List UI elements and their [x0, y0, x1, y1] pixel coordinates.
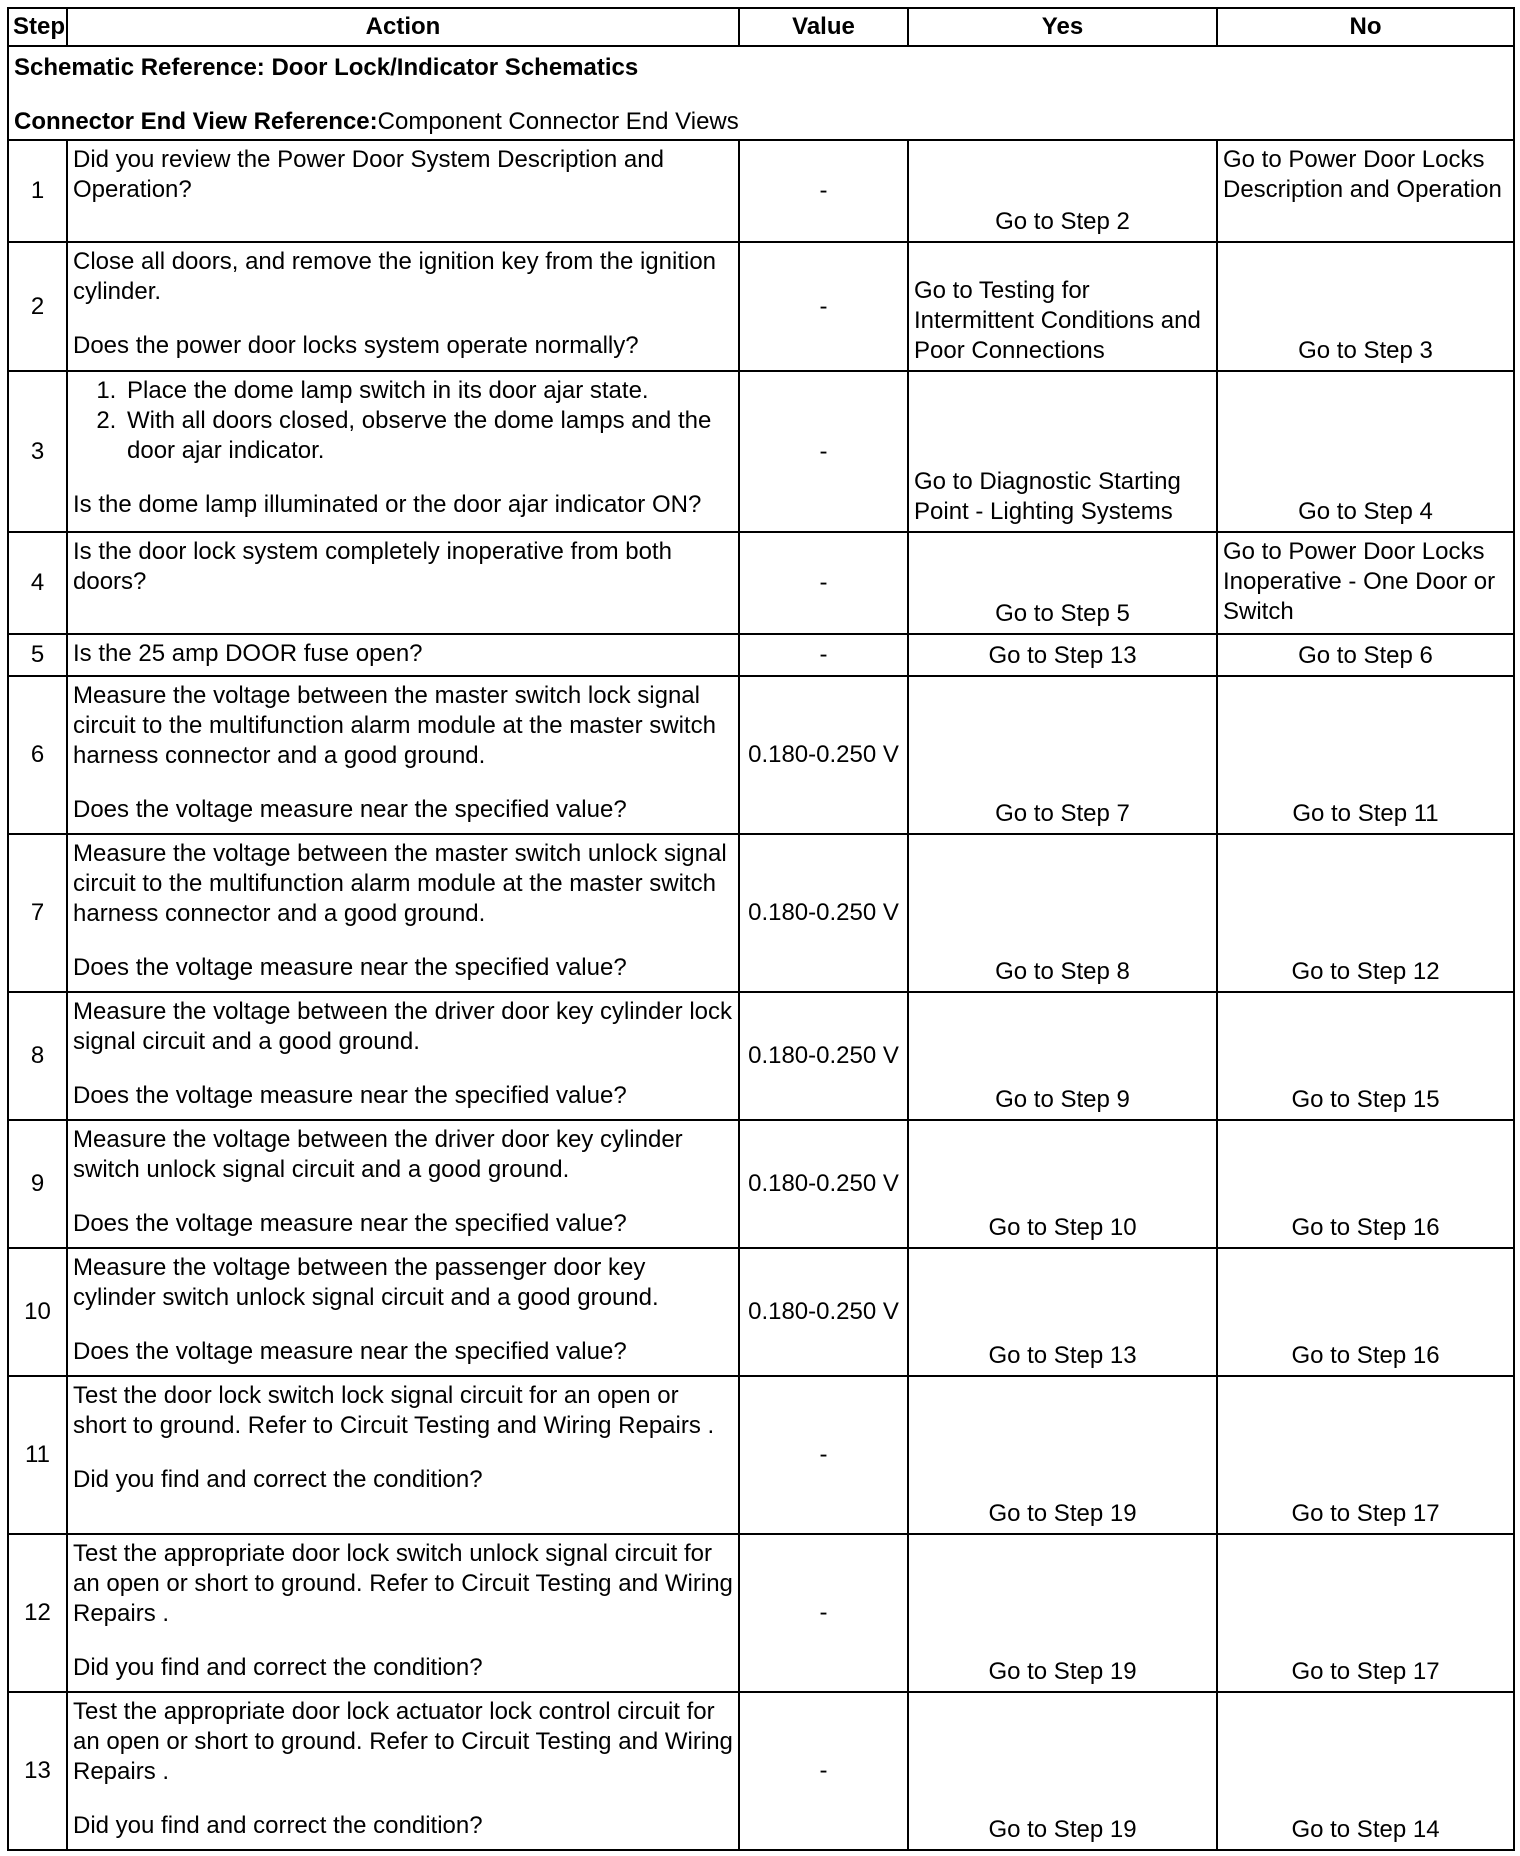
action-text: Test the appropriate door lock switch unlock signal circuit for an open or short to ground. Refer to Circuit Testing and Wiring Repairs .: [73, 1540, 733, 1627]
action-cell: [67, 532, 739, 634]
no-cell: Go to Step 4: [1217, 371, 1514, 532]
action-cell: [67, 371, 739, 532]
step-number: 9: [8, 1120, 67, 1248]
list-item: 2. With all doors closed, observe the dome lamps and the door ajar indicator.: [123, 406, 733, 466]
step-number: 12: [8, 1534, 67, 1692]
no-cell: Go to Step 15: [1217, 992, 1514, 1120]
action-question: Is the dome lamp illuminated or the door ajar indicator ON?: [73, 491, 702, 518]
step-number: 4: [8, 532, 67, 634]
step-number: 2: [8, 242, 67, 371]
action-cell: [67, 1692, 739, 1850]
action-cell: [67, 1120, 739, 1248]
diagnostic-table: [7, 7, 1515, 1851]
value-cell: -: [739, 140, 908, 242]
yes-cell: Go to Step 10: [908, 1120, 1217, 1248]
action-cell: [67, 676, 739, 834]
action-question: Does the power door locks system operate normally?: [73, 332, 639, 359]
step-number: 13: [8, 1692, 67, 1850]
no-cell: Go to Step 12: [1217, 834, 1514, 992]
action-cell: [67, 992, 739, 1120]
action-cell: [67, 140, 739, 242]
step-number: 1: [8, 140, 67, 242]
table-row: [8, 371, 1514, 532]
action-text: Close all doors, and remove the ignition key from the ignition cylinder.: [73, 248, 717, 305]
table-row: [8, 140, 1514, 242]
action-text: Did you review the Power Door System Description and Operation?: [73, 146, 664, 203]
table-row: [8, 532, 1514, 634]
yes-cell: Go to Step 13: [908, 634, 1217, 676]
yes-cell: Go to Step 9: [908, 992, 1217, 1120]
action-question: Does the voltage measure near the specified value?: [73, 1082, 627, 1109]
action-question: Does the voltage measure near the specified value?: [73, 1338, 627, 1365]
value-cell: -: [739, 634, 908, 676]
diagnostic-table-container: [7, 7, 1513, 1851]
no-cell: Go to Step 14: [1217, 1692, 1514, 1850]
reference-cell: [8, 46, 1514, 140]
action-list: [73, 376, 733, 466]
schematic-reference: Schematic Reference: Door Lock/Indicator Schematics: [14, 54, 639, 81]
action-question: Did you find and correct the condition?: [73, 1466, 483, 1493]
connector-reference-label: Connector End View Reference:: [14, 108, 378, 135]
yes-cell: Go to Step 5: [908, 532, 1217, 634]
action-text: Measure the voltage between the master switch unlock signal circuit to the multifunction alarm module at the master switch harness connector and a good ground.: [73, 840, 727, 927]
no-cell: Go to Step 6: [1217, 634, 1514, 676]
action-text: Is the door lock system completely inoperative from both doors?: [73, 538, 672, 595]
no-cell: Go to Step 17: [1217, 1534, 1514, 1692]
value-cell: -: [739, 1376, 908, 1534]
action-cell: [67, 834, 739, 992]
action-text: Measure the voltage between the master switch lock signal circuit to the multifunction alarm module at the master switch harness connector and a good ground.: [73, 682, 716, 769]
yes-cell: Go to Step 2: [908, 140, 1217, 242]
action-cell: [67, 634, 739, 676]
action-text: Test the door lock switch lock signal circuit for an open or short to ground. Refer to Circuit Testing and Wiring Repairs .: [73, 1382, 715, 1439]
table-row: [8, 992, 1514, 1120]
value-cell: -: [739, 242, 908, 371]
header-action: Action: [67, 8, 739, 46]
yes-cell: Go to Step 8: [908, 834, 1217, 992]
step-number: 10: [8, 1248, 67, 1376]
action-question: Did you find and correct the condition?: [73, 1812, 483, 1839]
action-cell: [67, 1534, 739, 1692]
step-number: 8: [8, 992, 67, 1120]
yes-cell: Go to Step 13: [908, 1248, 1217, 1376]
yes-cell: Go to Testing for Intermittent Conditions and Poor Connections: [908, 242, 1217, 371]
table-row: [8, 676, 1514, 834]
value-cell: 0.180-0.250 V: [739, 1120, 908, 1248]
table-row: [8, 1120, 1514, 1248]
reference-row: [8, 46, 1514, 140]
header-step: Step: [8, 8, 67, 46]
value-cell: -: [739, 1692, 908, 1850]
table-row: [8, 1692, 1514, 1850]
yes-cell: Go to Step 19: [908, 1376, 1217, 1534]
yes-cell: Go to Step 19: [908, 1534, 1217, 1692]
action-cell: [67, 1248, 739, 1376]
action-question: Did you find and correct the condition?: [73, 1654, 483, 1681]
yes-cell: Go to Step 7: [908, 676, 1217, 834]
no-cell: Go to Power Door Locks Inoperative - One Door or Switch: [1217, 532, 1514, 634]
header-no: No: [1217, 8, 1514, 46]
no-cell: Go to Step 11: [1217, 676, 1514, 834]
action-question: Does the voltage measure near the specified value?: [73, 954, 627, 981]
action-text: Measure the voltage between the driver door key cylinder lock signal circuit and a good ground.: [73, 998, 733, 1055]
value-cell: -: [739, 532, 908, 634]
value-cell: 0.180-0.250 V: [739, 1248, 908, 1376]
value-cell: 0.180-0.250 V: [739, 992, 908, 1120]
value-cell: 0.180-0.250 V: [739, 676, 908, 834]
step-number: 3: [8, 371, 67, 532]
value-cell: 0.180-0.250 V: [739, 834, 908, 992]
connector-reference: [14, 107, 1508, 137]
table-row: [8, 1248, 1514, 1376]
table-row: [8, 1376, 1514, 1534]
step-number: 5: [8, 634, 67, 676]
yes-cell: Go to Diagnostic Starting Point - Lighting Systems: [908, 371, 1217, 532]
step-number: 7: [8, 834, 67, 992]
table-row: [8, 1534, 1514, 1692]
action-text: Is the 25 amp DOOR fuse open?: [73, 640, 423, 667]
no-cell: Go to Step 17: [1217, 1376, 1514, 1534]
action-cell: [67, 242, 739, 371]
value-cell: -: [739, 1534, 908, 1692]
header-yes: Yes: [908, 8, 1217, 46]
action-text: Test the appropriate door lock actuator lock control circuit for an open or short to ground. Refer to Circuit Testing and Wiring Repairs .: [73, 1698, 733, 1785]
step-number: 6: [8, 676, 67, 834]
action-question: Does the voltage measure near the specified value?: [73, 796, 627, 823]
action-question: Does the voltage measure near the specified value?: [73, 1210, 627, 1237]
header-value: Value: [739, 8, 908, 46]
no-cell: Go to Step 3: [1217, 242, 1514, 371]
yes-cell: Go to Step 19: [908, 1692, 1217, 1850]
action-text: Measure the voltage between the driver door key cylinder switch unlock signal circuit and a good ground.: [73, 1126, 683, 1183]
no-cell: Go to Power Door Locks Description and Operation: [1217, 140, 1514, 242]
list-item: 1. Place the dome lamp switch in its door ajar state.: [123, 376, 733, 406]
table-row: [8, 242, 1514, 371]
no-cell: Go to Step 16: [1217, 1120, 1514, 1248]
table-row: [8, 634, 1514, 676]
header-row: [8, 8, 1514, 46]
no-cell: Go to Step 16: [1217, 1248, 1514, 1376]
value-cell: -: [739, 371, 908, 532]
step-number: 11: [8, 1376, 67, 1534]
action-text: Measure the voltage between the passenger door key cylinder switch unlock signal circuit and a good ground.: [73, 1254, 659, 1311]
table-row: [8, 834, 1514, 992]
action-cell: [67, 1376, 739, 1534]
connector-reference-value: Component Connector End Views: [377, 108, 739, 135]
